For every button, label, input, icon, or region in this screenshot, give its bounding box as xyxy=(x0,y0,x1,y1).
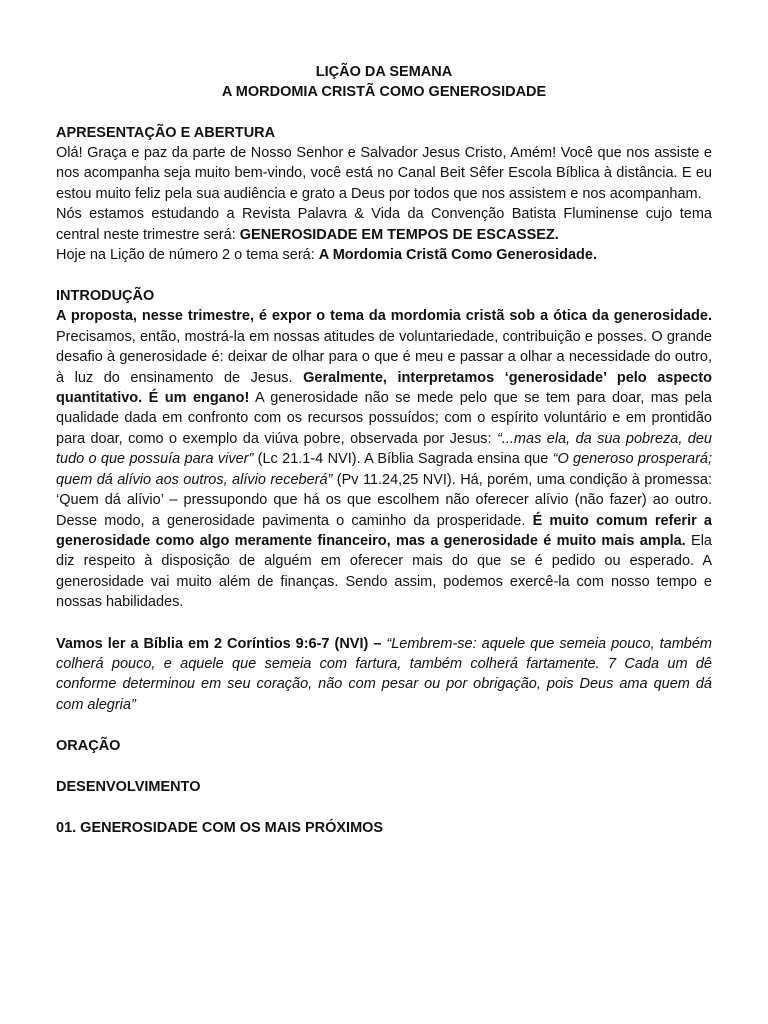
presentation-heading: APRESENTAÇÃO E ABERTURA xyxy=(56,125,276,141)
first-topic-heading: 01. GENEROSIDADE COM OS MAIS PRÓXIMOS xyxy=(56,820,384,837)
intro-s9: É muito comum referir a generosidade como algo meramente financeiro, mas a generosidade é muito mais ampla. xyxy=(56,512,712,549)
lesson-label: LIÇÃO DA SEMANA xyxy=(315,64,453,80)
intro-s10: Ela diz respeito à disposição de alguém em oferecer mais do que se é pedido ou esperado. A generosidade vai muito além de finanças. Sendo assim, podemos exercê-la com nosso tempo e nossas habilidades. xyxy=(56,532,712,611)
intro-s1: A proposta, nesse trimestre, é expor o tema da mordomia cristã sob a ótica da generosidade. xyxy=(56,308,712,325)
intro-quote-luke: “...mas ela, da sua pobreza, deu tudo o que possuía para viver” xyxy=(56,430,712,468)
introduction-paragraph xyxy=(56,306,712,612)
bible-reading-paragraph xyxy=(56,634,712,716)
introduction-heading: INTRODUÇÃO xyxy=(56,288,155,305)
trimester-theme: GENEROSIDADE EM TEMPOS DE ESCASSEZ. xyxy=(239,226,559,243)
magazine-text: Nós estamos estudando a Revista Palavra & Vida da Convenção Batista Fluminense cujo tema central neste trimestre será: xyxy=(56,206,712,243)
lesson-theme: A Mordomia Cristã Como Generosidade. xyxy=(318,247,597,264)
intro-s2: Precisamos, então, mostrá-la em nossas atitudes de voluntariedade, contribuição e posses. O grande desafio à generosidade é: deixar de olhar para o que é meu e passar a olhar a necessidade do outro, à luz do ensinamento de Jesus. xyxy=(56,328,712,386)
prayer-heading: ORAÇÃO xyxy=(56,738,121,755)
bible-reading-reference: Vamos ler a Bíblia em 2 Coríntios 9:6-7 (NVI) – xyxy=(56,635,382,652)
intro-s4: A generosidade não se mede pelo que se tem para doar, mas pela qualidade dada em confronto com os recursos possuídos; com o espírito voluntário e em prontidão para doar, como o exemplo da viúva pobre, observada por Jesus: xyxy=(56,390,712,447)
lesson-title: A MORDOMIA CRISTÃ COMO GENEROSIDADE xyxy=(221,84,547,100)
intro-quote-proverbs: “O generoso prosperará; quem dá alívio aos outros, alívio receberá” xyxy=(56,451,712,488)
magazine-paragraph xyxy=(56,204,712,245)
development-heading: DESENVOLVIMENTO xyxy=(56,779,201,796)
lesson-theme-paragraph xyxy=(56,245,712,265)
intro-s8: (Pv 11.24,25 NVI). Há, porém, uma condição à promessa: ‘Quem dá alívio’ – pressupondo que há os que escolhem não oferecer alívio (não fazer) ao outro. Desse modo, a generosidade pavimenta o caminho da prosperidade. xyxy=(56,471,712,529)
bible-reading-quote: “Lembrem-se: aquele que semeia pouco, também colherá pouco, e aquele que semeia com fartura, também colherá fartamente. 7 Cada um dê conforme determinou em seu coração, não com pesar ou por obrigação, pois Deus ama quem dá com alegria” xyxy=(56,635,712,713)
lesson-theme-text: Hoje na Lição de número 2 o tema será: xyxy=(56,247,319,264)
presentation-paragraph: Olá! Graça e paz da parte de Nosso Senhor e Salvador Jesus Cristo, Amém! Você que nos assiste e nos acompanha seja muito bem-vindo, você está no Canal Beit Sêfer Escola Bíblica à distância. E eu estou muito feliz pela sua audiência e grato a Deus por todos que nos assistem e nos acompanham. xyxy=(56,145,712,202)
intro-s3: Geralmente, interpretamos ‘generosidade’ pelo aspecto quantitativo. É um engano! xyxy=(56,369,712,407)
intro-s6: (Lc 21.1-4 NVI). A Bíblia Sagrada ensina que xyxy=(253,451,553,468)
